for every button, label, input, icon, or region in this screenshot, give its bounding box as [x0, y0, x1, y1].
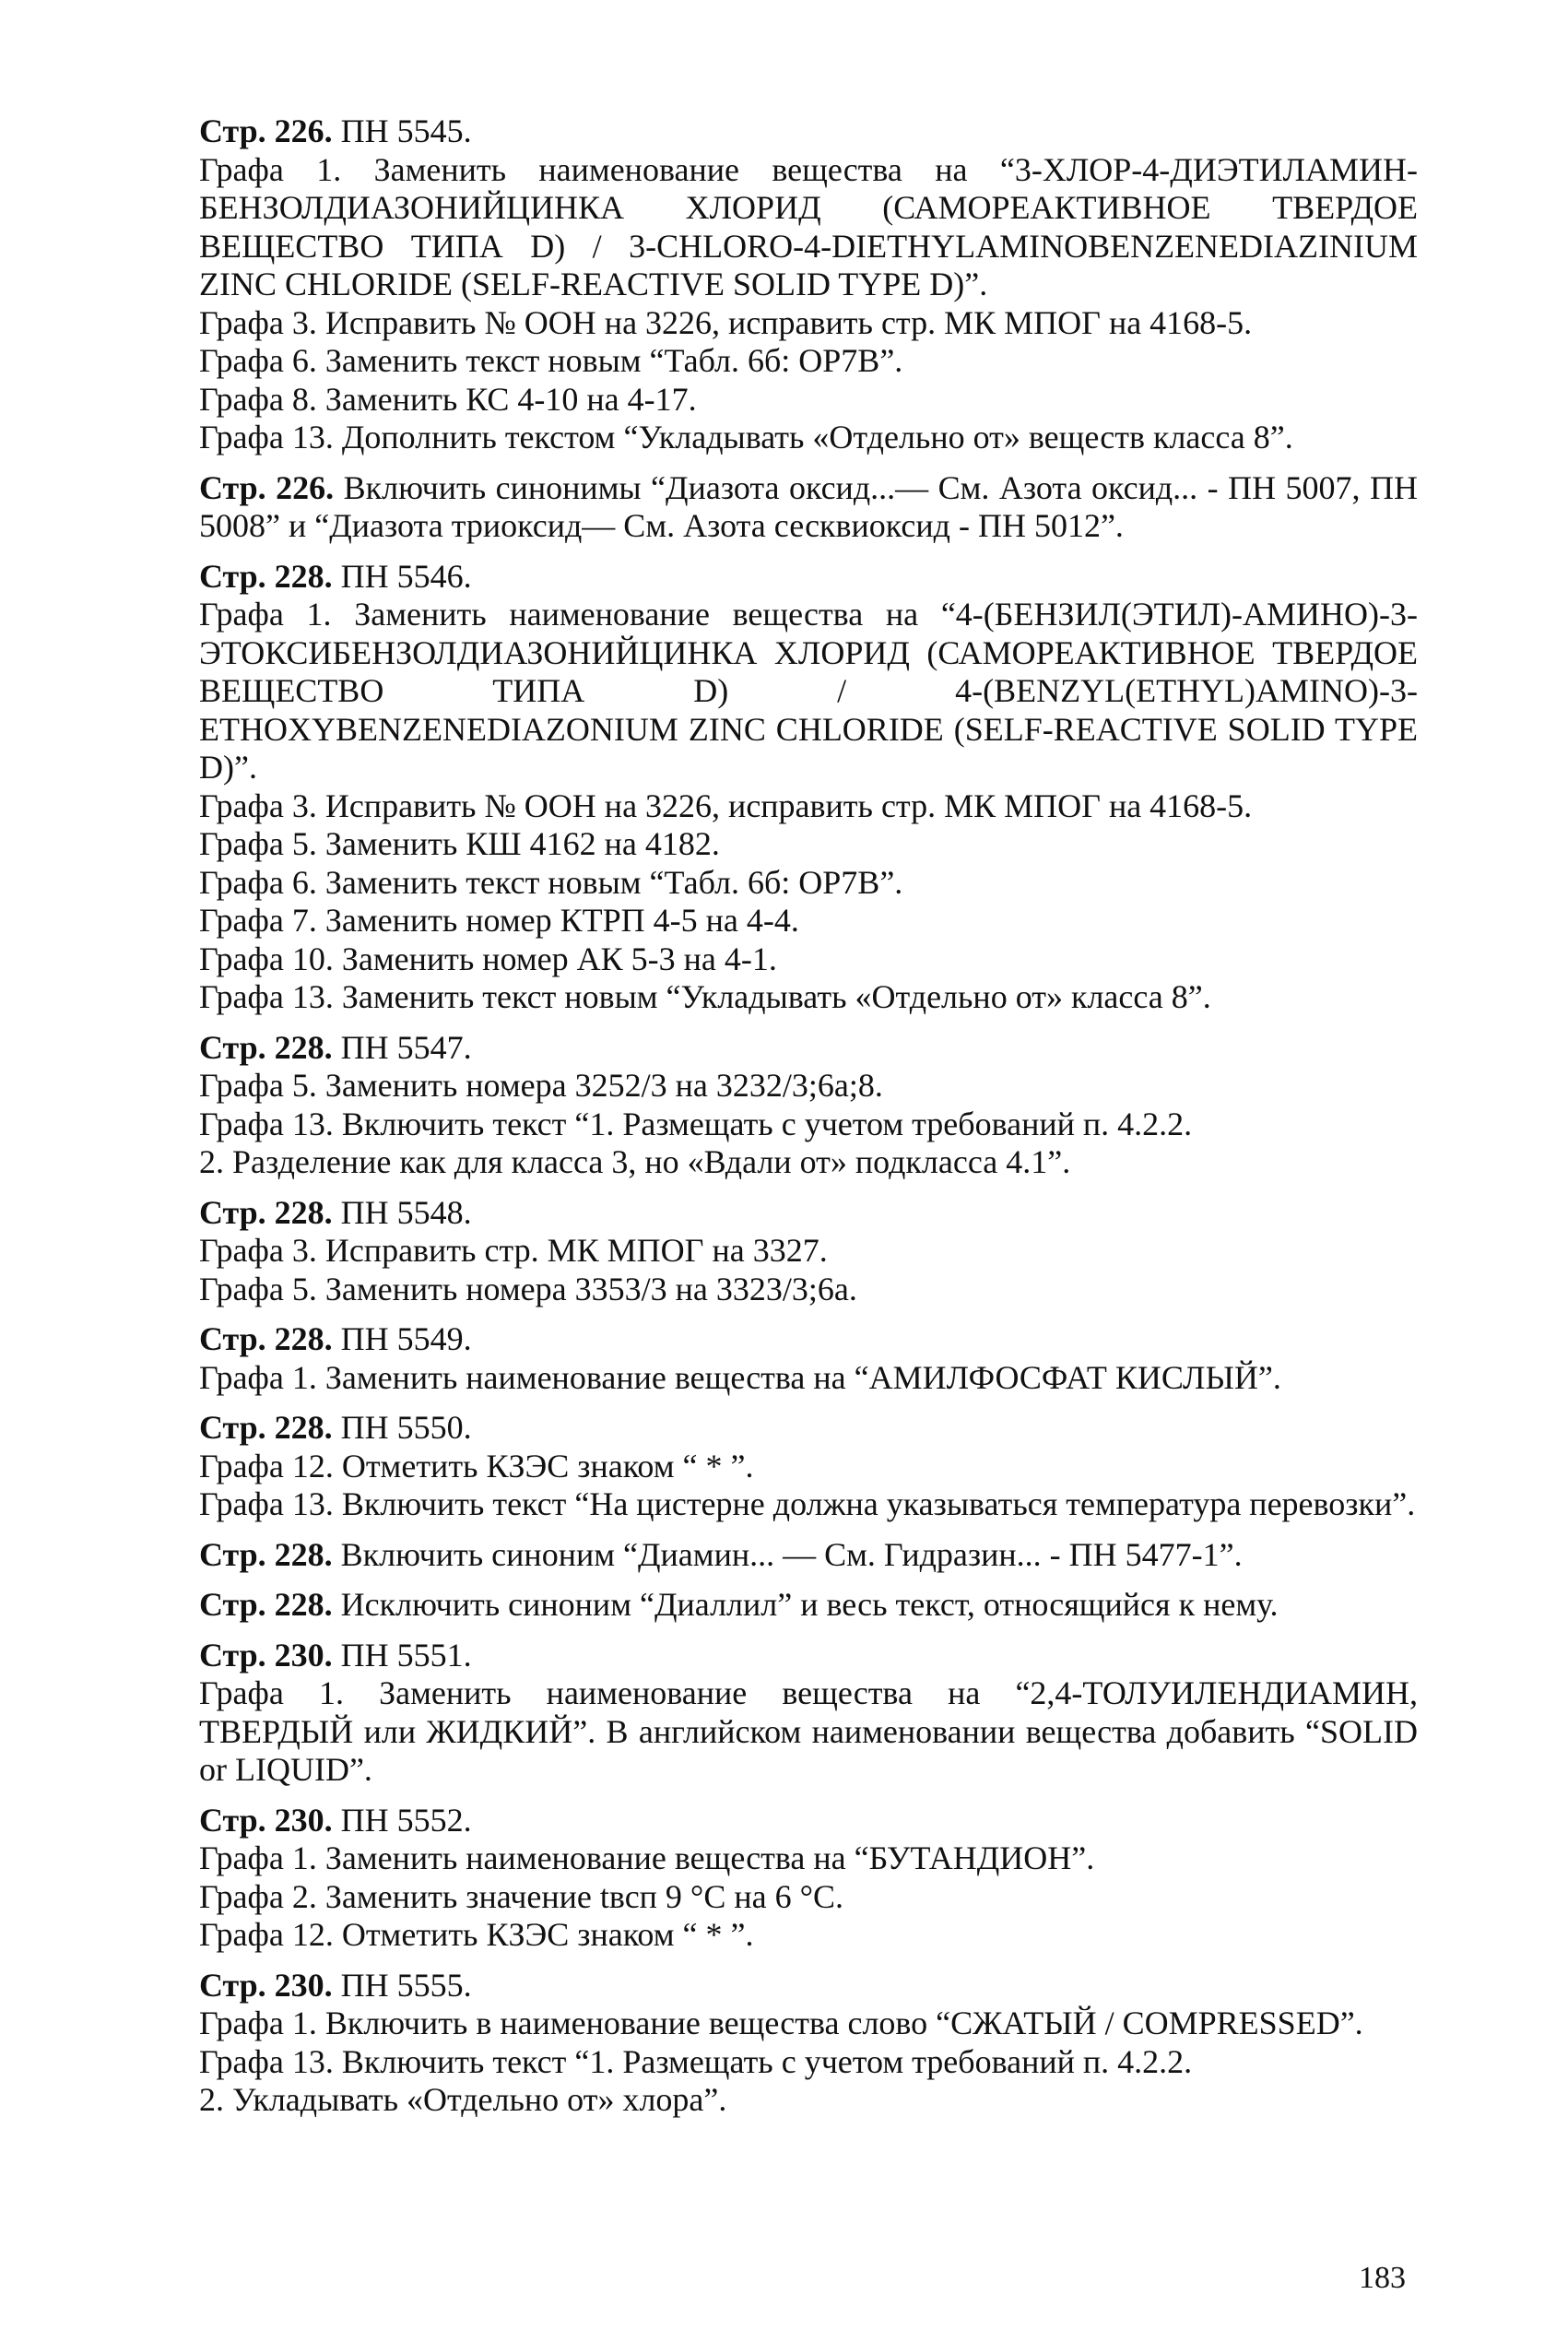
entry — [199, 469, 1418, 546]
entry — [199, 558, 1418, 1017]
entry-line: Графа 1. Заменить наименование вещества на “АМИЛФОСФАТ КИСЛЫЙ”. — [199, 1358, 1281, 1396]
pn-number: ПН 5547. — [340, 1028, 472, 1066]
entry-line: Графа 3. Исправить стр. МК МПОГ на 3327. — [199, 1232, 828, 1269]
entry-line: Графа 2. Заменить значение tвсп 9 °С на 6 °С. — [199, 1877, 843, 1915]
entry-heading — [199, 112, 1418, 151]
page-reference: Стр. 228. — [199, 1193, 333, 1231]
entry-line: Графа 10. Заменить номер АК 5-3 на 4-1. — [199, 940, 777, 977]
entry-line: Графа 6. Заменить текст новым “Табл. 6б: OP7B”. — [199, 863, 903, 901]
entry-heading — [199, 1029, 1418, 1068]
pn-number: ПН 5545. — [340, 112, 472, 149]
entry — [199, 1194, 1418, 1309]
page-reference: Стр. 230. — [199, 1801, 333, 1839]
page-reference: Стр. 228. — [199, 557, 333, 595]
entry-line: Графа 13. Дополнить текстом “Укладывать «Отдельно от» веществ класса 8”. — [199, 419, 1293, 455]
entry-line: Графа 13. Заменить текст новым “Укладывать «Отдельно от» класса 8”. — [199, 978, 1211, 1015]
page-reference: Стр. 226. — [199, 468, 335, 506]
entry-line: Графа 1. Заменить наименование вещества на “2,4-ТОЛУИЛЕНДИАМИН, ТВЕРДЫЙ или ЖИДКИЙ”. В английском наименовании вещества добавить “SOLID or LIQUID”. — [199, 1674, 1418, 1788]
entry-line: Графа 5. Заменить КШ 4162 на 4182. — [199, 825, 720, 862]
page-reference: Стр. 228. — [199, 1535, 333, 1573]
entry-line: 2. Разделение как для класса 3, но «Вдали от» подкласса 4.1”. — [199, 1143, 1071, 1180]
entry-line: Графа 3. Исправить № ООН на 3226, исправить стр. МК МПОГ на 4168-5. — [199, 787, 1253, 824]
entry-line — [199, 1536, 1418, 1575]
entry-text: Включить синонимы “Диазота оксид...— См. Азота оксид... - ПН 5007, ПН 5008” и “Диазота триоксид— См. Азота сесквиоксид - ПН 5012”. — [199, 468, 1418, 544]
entry-heading — [199, 558, 1418, 597]
entry-heading — [199, 1967, 1418, 2005]
pn-number: ПН 5551. — [340, 1636, 472, 1674]
entry-line: 2. Укладывать «Отдельно от» хлора”. — [199, 2081, 727, 2118]
entry-line — [199, 1586, 1418, 1625]
entry-line: Графа 1. Заменить наименование вещества на “БУТАНДИОН”. — [199, 1839, 1095, 1876]
pn-number: ПН 5550. — [340, 1409, 472, 1446]
entry — [199, 1320, 1418, 1397]
entry — [199, 1536, 1418, 1575]
page-reference: Стр. 226. — [199, 112, 333, 149]
entry-line: Графа 8. Заменить КС 4-10 на 4-17. — [199, 380, 697, 418]
page-reference: Стр. 230. — [199, 1966, 333, 2004]
entry-line: Графа 5. Заменить номера 3252/3 на 3232/3;6а;8. — [199, 1067, 883, 1104]
entry-heading — [199, 1409, 1418, 1448]
entry-line: Графа 7. Заменить номер КТРП 4-5 на 4-4. — [199, 902, 799, 939]
entry-text: Включить синоним “Диамин... — См. Гидразин... - ПН 5477-1”. — [340, 1535, 1243, 1573]
entry-line: Графа 13. Включить текст “На цистерне должна указываться температура перевозки”. — [199, 1485, 1416, 1522]
pn-number: ПН 5555. — [340, 1966, 472, 2004]
pn-number: ПН 5552. — [340, 1801, 472, 1839]
entry — [199, 1802, 1418, 1955]
entry — [199, 1586, 1418, 1625]
entry-line: Графа 13. Включить текст “1. Размещать с учетом требований п. 4.2.2. — [199, 1105, 1193, 1142]
entry-line: Графа 1. Включить в наименование вещества слово “СЖАТЫЙ / COMPRESSED”. — [199, 2005, 1363, 2041]
entry-heading — [199, 1802, 1418, 1840]
entry — [199, 1029, 1418, 1182]
page-reference: Стр. 228. — [199, 1320, 333, 1357]
entry-line: Графа 1. Заменить наименование вещества на “3-ХЛОР-4-ДИЭТИЛАМИН-БЕНЗОЛДИАЗОНИЙЦИНКА ХЛОРИД (САМОРЕАКТИВНОЕ ТВЕРДОЕ ВЕЩЕСТВО ТИПА D) / 3-CHLORO-4-DIETHYLAMINOBENZENEDIAZINIUM ZINC CHLORIDE (SELF-REACTIVE SOLID TYPE D)”. — [199, 150, 1418, 302]
entry-line — [199, 469, 1418, 546]
page-reference: Стр. 228. — [199, 1586, 333, 1623]
entry-line: Графа 12. Отметить КЗЭС знаком “ * ”. — [199, 1447, 754, 1484]
entry-heading — [199, 1194, 1418, 1233]
entry-text: Исключить синоним “Диаллил” и весь текст, относящийся к нему. — [340, 1586, 1279, 1623]
entry-line: Графа 3. Исправить № ООН на 3226, исправить стр. МК МПОГ на 4168-5. — [199, 303, 1253, 341]
document-page — [199, 112, 1418, 2132]
entry-heading — [199, 1320, 1418, 1359]
page-reference: Стр. 228. — [199, 1409, 333, 1446]
pn-number: ПН 5546. — [340, 557, 472, 595]
entry — [199, 112, 1418, 457]
entry-line: Графа 5. Заменить номера 3353/3 на 3323/3;6а. — [199, 1270, 857, 1307]
entry — [199, 1967, 1418, 2120]
page-number: 183 — [1359, 2261, 1406, 2295]
entry-line: Графа 6. Заменить текст новым “Табл. 6б: OP7B”. — [199, 342, 903, 379]
page-reference: Стр. 230. — [199, 1636, 333, 1674]
pn-number: ПН 5549. — [340, 1320, 472, 1357]
page-reference: Стр. 228. — [199, 1028, 333, 1066]
entry — [199, 1637, 1418, 1790]
entry-line: Графа 12. Отметить КЗЭС знаком “ * ”. — [199, 1916, 754, 1953]
pn-number: ПН 5548. — [340, 1193, 472, 1231]
entry-line: Графа 1. Заменить наименование вещества на “4-(БЕНЗИЛ(ЭТИЛ)-АМИНО)-3-ЭТОКСИБЕНЗОЛДИАЗОНИЙЦИНКА ХЛОРИД (САМОРЕАКТИВНОЕ ТВЕРДОЕ ВЕЩЕСТВО ТИПА D) / 4-(BENZYL(ETHYL)AMINO)-3-ETHOXYBENZENEDIAZONIUM ZINC CHLORIDE (SELF-REACTIVE SOLID TYPE D)”. — [199, 596, 1418, 786]
entry — [199, 1409, 1418, 1524]
entry-heading — [199, 1637, 1418, 1675]
entry-line: Графа 13. Включить текст “1. Размещать с учетом требований п. 4.2.2. — [199, 2042, 1193, 2080]
